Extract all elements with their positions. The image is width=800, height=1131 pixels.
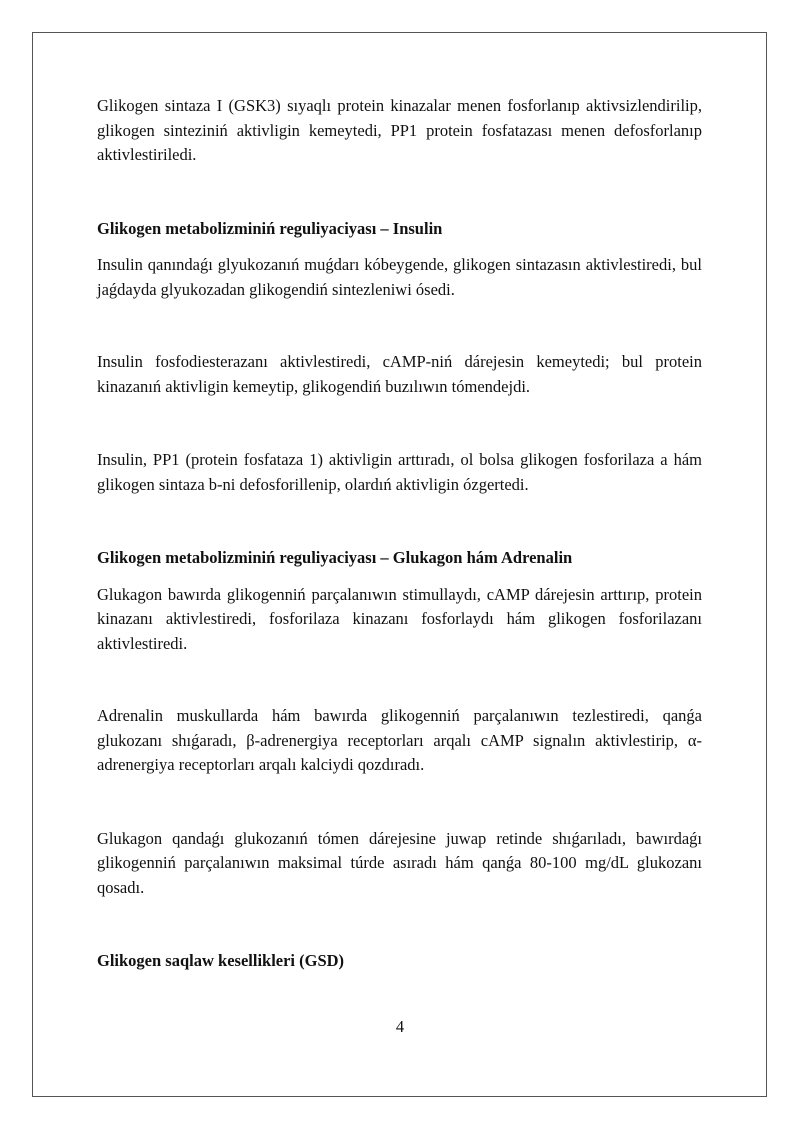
paragraph-insulin-pp1: Insulin, PP1 (protein fosfataza 1) aktivligin arttıradı, ol bolsa glikogen fosforilaza a hám glikogen sintaza b-ni defosforillenip, olardıń aktivligin ózgertedi. xyxy=(97,450,702,494)
paragraph-adrenalin: Adrenalin muskullarda hám bawırda glikogenniń parçalanıwın tezlestiredi, qanǵa glukozanı shıǵaradı, β-adrenergiya receptorları arqalı cAMP signalın aktivlestirip, α-adrenergiya receptorları arqalı kalciydi qozdıradı. xyxy=(97,706,702,774)
heading-glucagon-adrenalin-regulation: Glikogen metabolizminiń reguliyaciyası – Glukagon hám Adrenalin xyxy=(97,548,573,567)
paragraph-glucagon-liver: Glukagon bawırda glikogenniń parçalanıwın stimullaydı, cAMP dárejesin arttırıp, protein kinazanı aktivlestiredi, fosforilaza kinazanı fosforlaydı hám glikogen fosforilazanı aktivlestiredi. xyxy=(97,584,702,653)
paragraph-insulin-phosphodiesterase: Insulin fosfodiesterazanı aktivlestiredi, cAMP-niń dárejesin kemeytedi; bul protein kinazanıń aktivligin kemeytip, glikogendiń buzılıwın tómendejdi. xyxy=(97,352,702,396)
paragraph-glucagon-blood-glucose: Glukagon qandaǵı glukozanıń tómen dárejesine juwap retinde shıǵarıladı, bawırdaǵı glikogenniń parçalanıwın maksimal túrde asıradı hám qanǵa 80-100 mg/dL glukozanı qosadı. xyxy=(97,828,702,897)
paragraph-insulin-synthase: Insulin qanındaǵı glyukozanıń muǵdarı kóbeygende, glikogen sintazasın aktivlestiredi, bul jaǵdayda glyukozadan glikogendiń sintezleniwi ósedi. xyxy=(97,255,702,299)
paragraph-gsk3: Glikogen sintaza I (GSK3) sıyaqlı protein kinazalar menen fosforlanıp aktivsizlendirilip, glikogen sinteziniń aktivligin kemeytedi, PP1 protein fosfatazası menen defosforlanıp aktivlestiriledi. xyxy=(97,96,702,164)
page-content xyxy=(97,94,702,974)
heading-insulin-regulation: Glikogen metabolizminiń reguliyaciyası – Insulin xyxy=(97,218,443,238)
heading-glycogen-storage-diseases: Glikogen saqlaw kesellikleri (GSD) xyxy=(97,951,345,970)
page-number: 4 xyxy=(395,1017,405,1036)
